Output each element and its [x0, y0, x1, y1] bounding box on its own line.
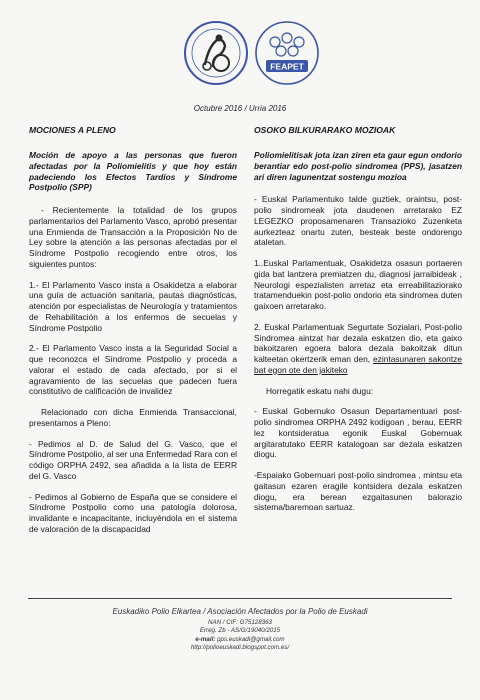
- right-title: OSOKO BILKURARAKO MOZIOAK: [254, 125, 396, 135]
- left-lead: Moción de apoyo a las personas que fueron afectadas por la Poliomielitis y que hoy están padeciendo los Efectos Tardíos y Síndrome Postpolio (SPP): [29, 150, 237, 193]
- underlined-text: ezintasunaren sakontze bat egon ote den jakiteko: [254, 354, 463, 375]
- email-label: e-mail:: [195, 635, 216, 643]
- left-paragraph: 2.- El Parlamento Vasco insta a la Seguridad Social a que reconozca el Síndrome Postpolio y proceda a valorar el estado de cada afectado, por si el agravamiento de las secuelas que padecen fuera constitutivo de calificación de invalidez: [29, 343, 237, 397]
- footer-divider: [28, 598, 452, 599]
- right-paragraph-text: 2. Euskal Parlamentuak Segurtate Sozialari, Post-polio Sindromea aintzat har dezala eskatzen dio, eta gaixo bakoitzaren egoera balora dezala bakoitzak ditun kalteetan okertzerik eman den,: [254, 321, 462, 364]
- email-link[interactable]: pps.euskadi@gmail.com: [217, 635, 285, 643]
- right-paragraph: - Euskal Parlamentuko talde guztiek, oraintsu, post-polio sindromeak jota daudenen arretarako EZ LEGEZKO proposamenaren Transazioko Zuzenketa aurkezteaz onartu zuten, besteak beste ondorengo ataletan.: [254, 194, 462, 248]
- footer-cif: NAN / CIF: G75128363: [208, 619, 272, 626]
- right-paragraph: - Euskal Gobernuko Osasun Departamentuari post-polio sindromea ORPHA 2492 kodigoan , berau, EERR lez kontsideratua egonik Euskal Gobernuak argitaratutako EERR katalogoan sar dezala eskatzen diogu.: [254, 406, 462, 460]
- left-title: MOCIONES A PLENO: [29, 125, 116, 135]
- left-paragraph: 1.- El Parlamento Vasco insta a Osakidetza a elaborar una guía de actuación sanitaria, pautas diagnósticas, atención por especialistas de Neurología y tratamientos de Rehabilitación a los enfermos de secuelas y Síndrome Postpolio: [29, 279, 237, 333]
- footer-email-line: [0, 636, 480, 644]
- footer-registry: Erreg. Zb - AS/G/19040/2015: [199, 627, 281, 635]
- logo-row: [0, 18, 480, 96]
- spanish-column: [29, 125, 237, 545]
- basque-column: [254, 125, 462, 523]
- right-paragraph: -Espaiako Gobernuari post-polio sindromea , mintsu eta gaitasun ezaren eragile kontsidera dezala eskatzen diogu, era berean ezgaitasunen balorazio sistema/baremoan sartuaz.: [254, 470, 462, 513]
- feapet-logo-text: FEAPET: [270, 61, 304, 72]
- blog-link[interactable]: http://polioeuskadi.blogspot.com.es/: [190, 644, 290, 652]
- right-paragraph: 1..Euskal Parlamentuak, Osakidetza osasun portaeren gida bat lantzera premiatzen du, diagnosi jarraibideak , Neurologi espezialisten arretaz eta erreabilitaziorako tratamenduekin post-polio ondorio eta sindromea duten gaixoen arretarako.: [254, 258, 462, 311]
- document-date: Octubre 2016 / Urria 2016: [193, 104, 287, 113]
- right-lead: Poliomielitisak jota izan ziren eta gaur egun ondorio berantiar edo post-polio sindromea (PPS), jasatzen ari diren lagunentzat sostengu mozioa: [254, 150, 462, 182]
- left-paragraph: Relacionado con dicha Enmienda Transaccional, presentamos a Pleno:: [29, 407, 237, 428]
- footer: [0, 607, 480, 652]
- left-paragraph: - Recientemente la totalidad de los grupos parlamentarios del Parlamento Vasco, aprobó presentar una Enmienda de Transacción a la Proposición No de Ley sobre la atención a las personas afectadas por el Síndrome Postpolio recogiendo entre otros, los siguientes puntos:: [29, 205, 237, 269]
- left-paragraph: - Pedimos al Gobierno de España que se considere el Síndrome Postpolio como una patología dolorosa, invalidante e incapacitante, incluyéndola en el sistema de valoración de la discapacidad: [29, 491, 237, 534]
- right-paragraph: [254, 322, 462, 376]
- feapet-logo: [254, 20, 320, 86]
- footer-organization: Euskadiko Polio Elkartea / Asociación Afectados por la Polio de Euskadi: [112, 607, 368, 616]
- polio-association-logo: [183, 20, 249, 86]
- right-paragraph: Horregatik eskatu nahi dugu:: [266, 385, 374, 396]
- left-paragraph: - Pedimos al D. de Salud del G. Vasco, que el Síndrome Postpolio, al ser una Enfermedad Rara con el código ORPHA 2492, sea añadida a la lista de EERR del G. Vasco: [29, 438, 237, 481]
